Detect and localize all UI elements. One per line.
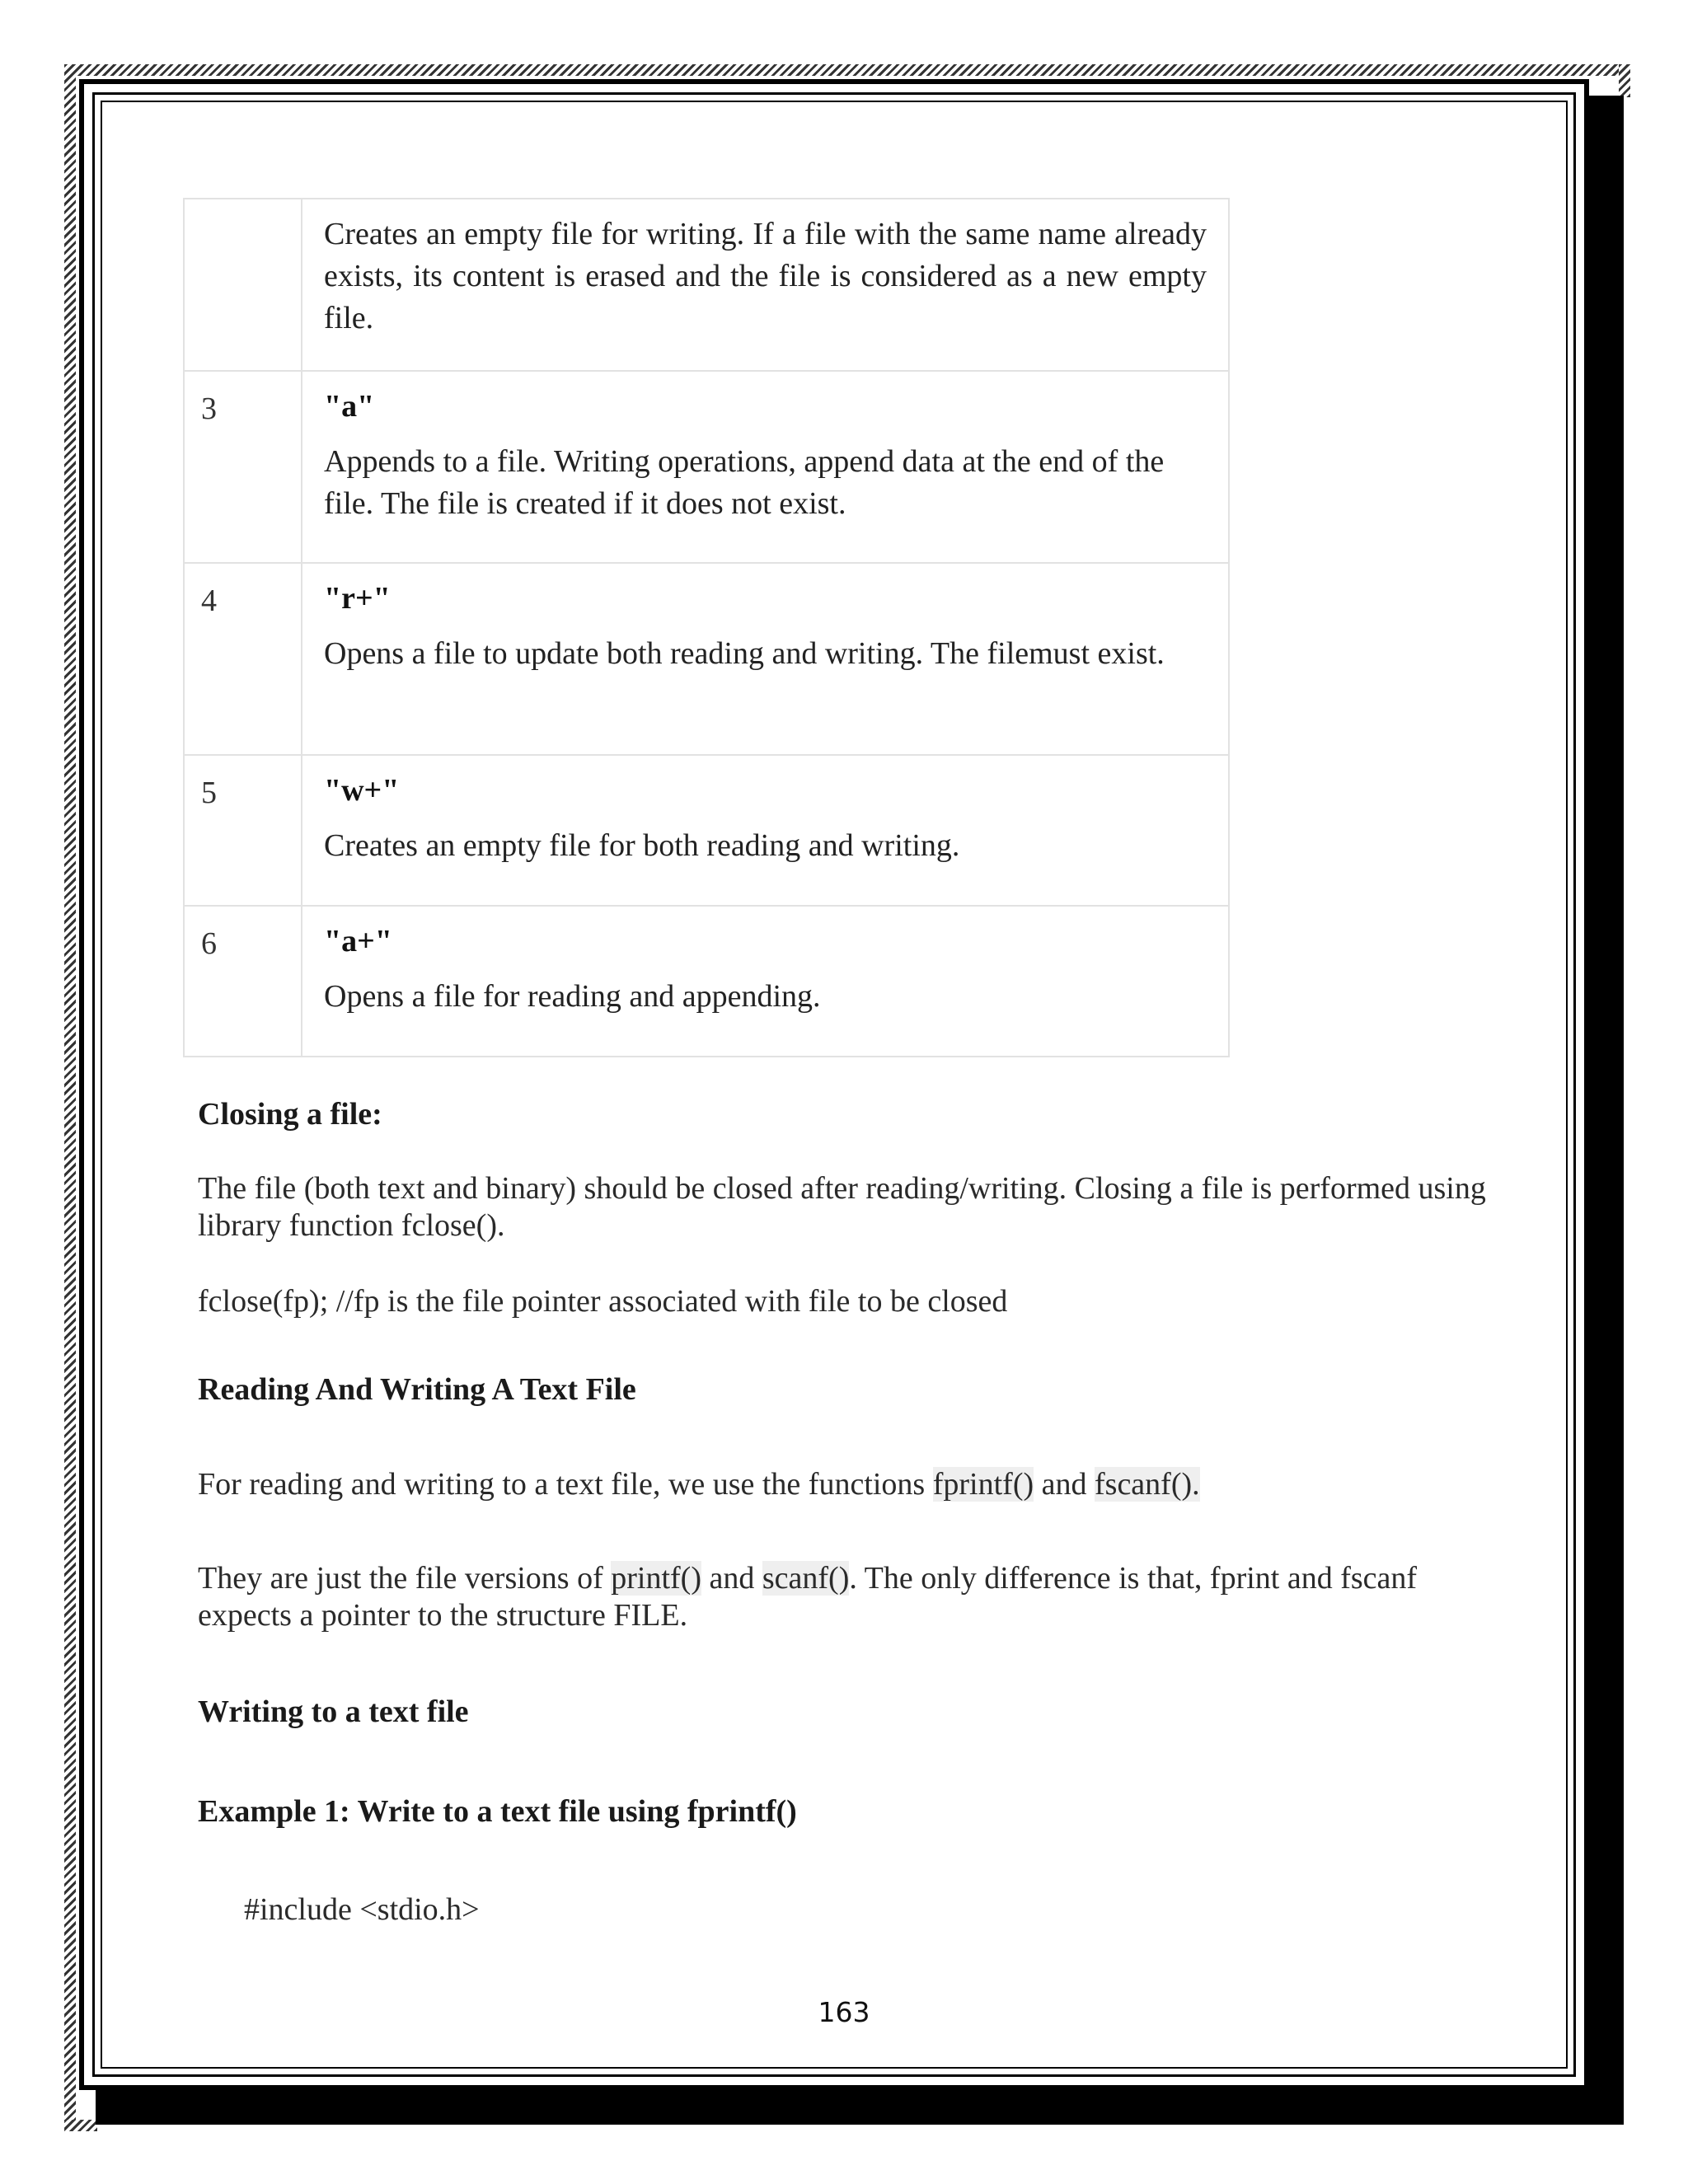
decorative-border-bottom: [64, 2120, 97, 2131]
closing-heading: Closing a file:: [198, 1097, 382, 1132]
table-row: [184, 371, 1229, 563]
table-row: [184, 755, 1229, 906]
reading-writing-heading: Reading And Writing A Text File: [198, 1372, 636, 1407]
include-code-line: #include <stdio.h>: [244, 1892, 480, 1927]
mode-label: "r+": [324, 581, 391, 616]
fscanf-highlight: fscanf().: [1095, 1467, 1200, 1502]
reading-writing-paragraph-2: They are just the file versions of printf() and scanf(). The only difference is that, fprint and fscanf expects a pointer to the structure FILE.: [198, 1561, 1418, 1633]
mode-description: Opens a file to update both reading and writing. The filemust exist.: [324, 636, 1165, 671]
table-row: [184, 563, 1229, 755]
closing-paragraph: The file (both text and binary) should be closed after reading/writing. Closing a file is performed using library function fclose().: [198, 1171, 1486, 1243]
mode-description: Opens a file for reading and appending.: [324, 979, 821, 1014]
decorative-border-right: [1619, 64, 1630, 97]
mode-number: 6: [184, 906, 302, 1057]
table-row: [184, 906, 1229, 1057]
mode-number: [184, 199, 302, 371]
writing-heading: Writing to a text file: [198, 1694, 469, 1729]
mode-label: "w+": [324, 773, 400, 808]
decorative-border-left: [64, 64, 76, 2131]
reading-writing-paragraph-1: For reading and writing to a text file, we use the functions fprintf() and fscanf().: [198, 1467, 1200, 1502]
page-number: 163: [818, 1996, 870, 2028]
mode-number: 3: [184, 371, 302, 563]
file-modes-table: [183, 198, 1230, 1057]
mode-description: Creates an empty file for writing. If a file with the same name already exists, its content is erased and the file is considered as a new empty file.: [324, 217, 1207, 335]
table-row: [184, 199, 1229, 371]
mode-description: Creates an empty file for both reading and writing.: [324, 828, 960, 863]
fclose-code-line: fclose(fp); //fp is the file pointer associated with file to be closed: [198, 1284, 1008, 1319]
printf-highlight: printf(): [611, 1561, 701, 1596]
mode-number: 5: [184, 755, 302, 906]
example-heading: Example 1: Write to a text file using fprintf(): [198, 1794, 797, 1829]
scanf-highlight: scanf(): [762, 1561, 850, 1596]
mode-number: 4: [184, 563, 302, 755]
mode-description: Appends to a file. Writing operations, append data at the end of the file. The file is created if it does not exist.: [324, 444, 1165, 521]
fprintf-highlight: fprintf(): [932, 1467, 1034, 1502]
mode-label: "a+": [324, 924, 392, 958]
decorative-border-top: [64, 64, 1630, 76]
mode-label: "a": [324, 389, 375, 424]
